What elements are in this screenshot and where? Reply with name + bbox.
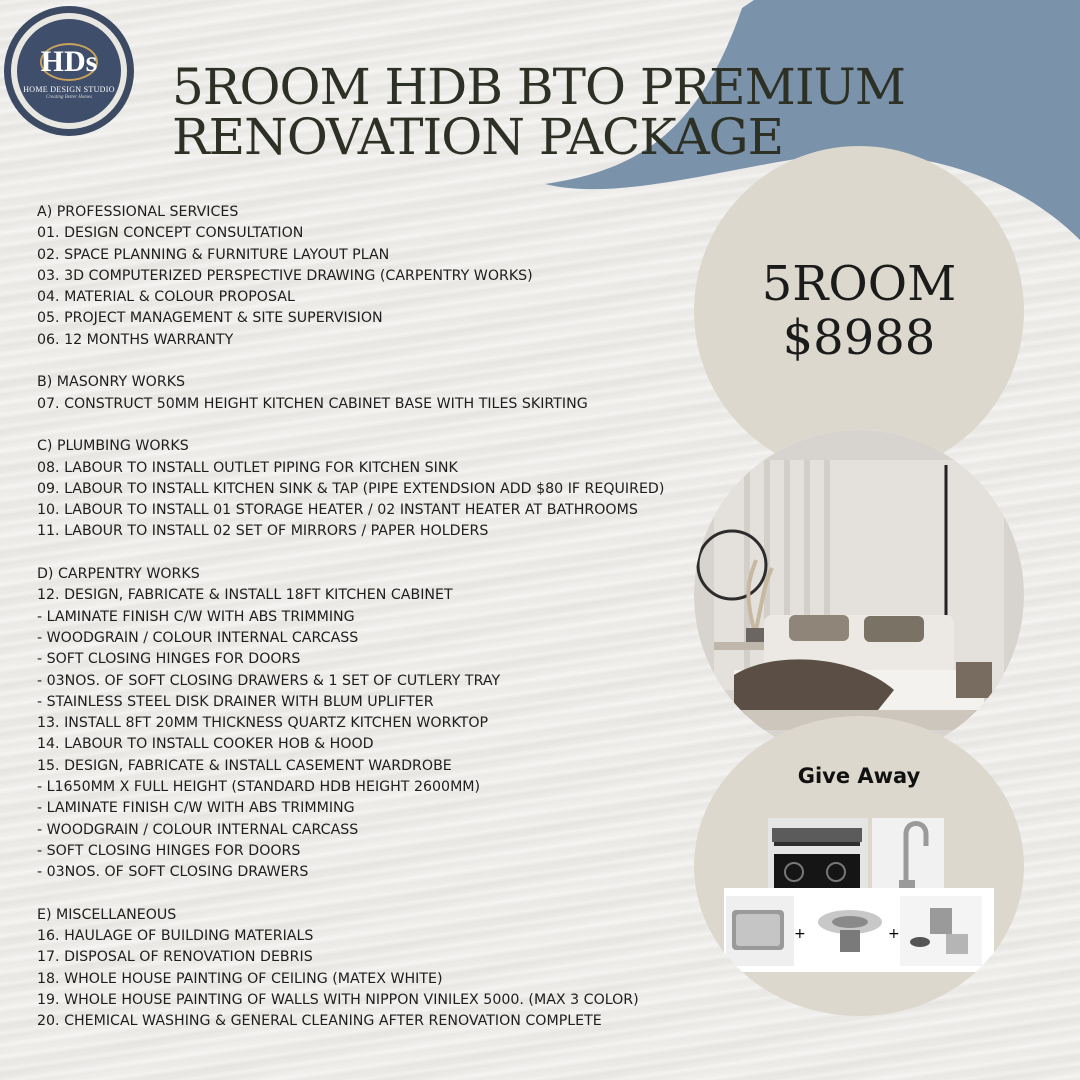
title-line-2: RENOVATION PACKAGE: [172, 108, 784, 166]
service-item: D) CARPENTRY WORKS: [37, 566, 200, 583]
service-item: 02. SPACE PLANNING & FURNITURE LAYOUT PLAN: [37, 246, 390, 263]
service-item: E) MISCELLANEOUS: [37, 906, 177, 923]
service-item: 16. HAULAGE OF BUILDING MATERIALS: [37, 928, 314, 945]
service-item: - 03NOS. OF SOFT CLOSING DRAWERS & 1 SET OF CUTLERY TRAY: [37, 672, 501, 689]
service-item: 03. 3D COMPUTERIZED PERSPECTIVE DRAWING (CARPENTRY WORKS): [37, 267, 533, 284]
svg-text:+: +: [888, 926, 900, 942]
spacer-row: [37, 351, 664, 372]
giveaway-label: Give Away: [797, 764, 921, 788]
service-item: 17. DISPOSAL OF RENOVATION DEBRIS: [37, 949, 313, 966]
spacer-row: [37, 415, 664, 436]
page-title: [172, 58, 905, 166]
service-item: - LAMINATE FINISH C/W WITH ABS TRIMMING: [37, 608, 355, 625]
logo-name: HOME DESIGN STUDIO: [23, 84, 115, 94]
service-item: 12. DESIGN, FABRICATE & INSTALL 18FT KITCHEN CABINET: [37, 587, 453, 604]
service-item: 05. PROJECT MANAGEMENT & SITE SUPERVISION: [37, 310, 383, 327]
giveaway-circle: [694, 716, 1024, 1016]
service-item: 13. INSTALL 8FT 20MM THICKNESS QUARTZ KITCHEN WORKTOP: [37, 715, 489, 732]
price-room: 5ROOM: [761, 256, 957, 312]
brand-logo: [4, 6, 134, 136]
title-line-1: 5ROOM HDB BTO PREMIUM: [172, 58, 905, 116]
service-item: 18. WHOLE HOUSE PAINTING OF CEILING (MATEX WHITE): [37, 970, 443, 987]
service-item: 07. CONSTRUCT 50MM HEIGHT KITCHEN CABINET BASE WITH TILES SKIRTING: [37, 395, 588, 412]
service-item: C) PLUMBING WORKS: [37, 438, 189, 455]
services-list: [37, 202, 664, 1033]
service-item: - STAINLESS STEEL DISK DRAINER WITH BLUM UPLIFTER: [37, 693, 434, 710]
service-item: 14. LABOUR TO INSTALL COOKER HOB & HOOD: [37, 736, 374, 753]
waste-kit-icon: [900, 896, 982, 966]
service-item: B) MASONRY WORKS: [37, 374, 185, 391]
logo-mark: HDs: [40, 43, 98, 81]
service-item: - SOFT CLOSING HINGES FOR DOORS: [37, 842, 301, 859]
svg-text:+: +: [794, 926, 806, 942]
spacer-row: [37, 543, 664, 564]
service-item: A) PROFESSIONAL SERVICES: [37, 204, 239, 220]
logo-tagline: Creating Better Homes: [45, 94, 93, 100]
hob-icon: [774, 854, 860, 890]
service-item: 06. 12 MONTHS WARRANTY: [37, 331, 234, 348]
service-item: 04. MATERIAL & COLOUR PROPOSAL: [37, 289, 295, 306]
service-item: 11. LABOUR TO INSTALL 02 SET OF MIRRORS / PAPER HOLDERS: [37, 523, 489, 540]
sink-icon: [726, 896, 794, 966]
bedroom-photo: [694, 430, 1024, 760]
service-item: 20. CHEMICAL WASHING & GENERAL CLEANING AFTER RENOVATION COMPLETE: [37, 1013, 602, 1030]
tap-icon: [872, 818, 944, 890]
service-item: - LAMINATE FINISH C/W WITH ABS TRIMMING: [37, 800, 355, 817]
service-item: 08. LABOUR TO INSTALL OUTLET PIPING FOR KITCHEN SINK: [37, 459, 458, 476]
service-item: - L1650MM X FULL HEIGHT (STANDARD HDB HEIGHT 2600MM): [37, 779, 481, 796]
service-item: 15. DESIGN, FABRICATE & INSTALL CASEMENT WARDROBE: [37, 757, 452, 774]
service-item: 01. DESIGN CONCEPT CONSULTATION: [37, 225, 304, 242]
service-item: 10. LABOUR TO INSTALL 01 STORAGE HEATER / 02 INSTANT HEATER AT BATHROOMS: [37, 502, 638, 519]
spacer-row: [37, 884, 664, 905]
service-item: - WOODGRAIN / COLOUR INTERNAL CARCASS: [37, 821, 359, 838]
price-amount: $8988: [782, 310, 936, 366]
service-item: - 03NOS. OF SOFT CLOSING DRAWERS: [37, 864, 309, 881]
service-item: - WOODGRAIN / COLOUR INTERNAL CARCASS: [37, 629, 359, 646]
service-item: - SOFT CLOSING HINGES FOR DOORS: [37, 651, 301, 668]
price-circle: [694, 146, 1024, 476]
service-item: 19. WHOLE HOUSE PAINTING OF WALLS WITH NIPPON VINILEX 5000. (MAX 3 COLOR): [37, 991, 639, 1008]
service-item: 09. LABOUR TO INSTALL KITCHEN SINK & TAP (PIPE EXTENDSION ADD $80 IF REQUIRED): [37, 480, 665, 497]
